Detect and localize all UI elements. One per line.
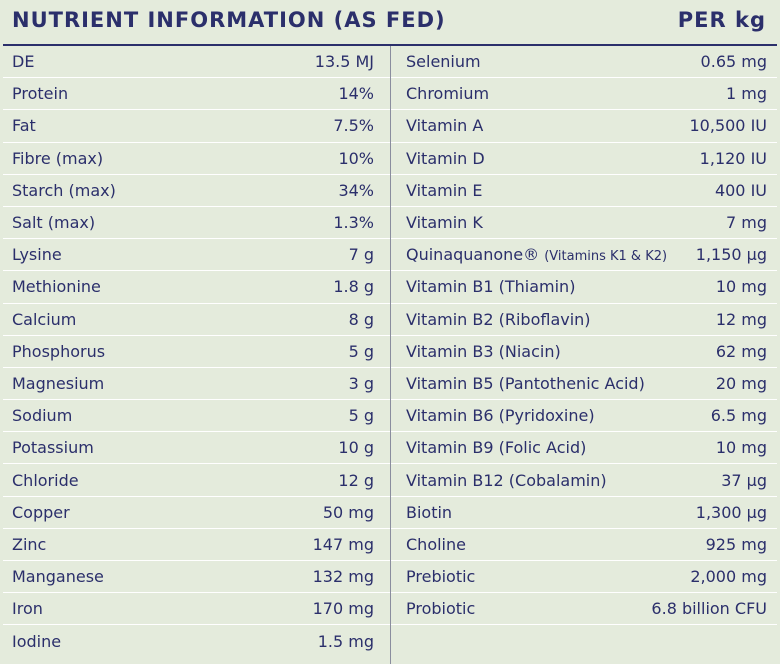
nutrient-value: 0.65 mg	[700, 52, 767, 72]
nutrient-row	[3, 336, 390, 368]
nutrient-value: 6.5 mg	[710, 406, 767, 426]
nutrient-value: 10 mg	[715, 438, 767, 458]
nutrient-value: 1 mg	[725, 84, 767, 104]
nutrient-name-text: Probiotic	[406, 599, 476, 619]
nutrient-value: 132 mg	[312, 567, 374, 587]
nutrient-row	[3, 304, 390, 336]
nutrient-name	[406, 471, 607, 490]
table-header	[0, 0, 780, 44]
nutrient-table	[3, 44, 777, 664]
nutrient-name-text: Vitamin A	[406, 116, 484, 136]
nutrient-name-text: Lysine	[12, 245, 62, 265]
nutrient-value: 13.5 MJ	[314, 52, 374, 72]
nutrient-value: 62 mg	[715, 341, 767, 361]
nutrient-row	[391, 239, 777, 271]
nutrient-name	[406, 342, 561, 361]
nutrient-name	[406, 535, 466, 554]
nutrient-value: 7 g	[348, 245, 374, 265]
nutrient-name-text: Magnesium	[12, 373, 105, 393]
nutrient-name-text: Vitamin B12 (Cobalamin)	[406, 470, 607, 490]
nutrient-row	[391, 143, 777, 175]
nutrient-name-text: Methionine	[12, 277, 101, 297]
nutrient-value: 12 g	[338, 470, 374, 490]
nutrient-name	[406, 181, 482, 200]
nutrient-value: 7 mg	[725, 213, 767, 233]
nutrient-name	[406, 503, 452, 522]
nutrient-row	[391, 304, 777, 336]
nutrient-name	[12, 599, 43, 618]
nutrient-row	[3, 432, 390, 464]
nutrient-name	[12, 471, 79, 490]
nutrient-row	[391, 336, 777, 368]
nutrient-value: 1.5 mg	[317, 631, 374, 651]
nutrient-name	[406, 277, 575, 296]
nutrient-value: 37 μg	[721, 470, 767, 490]
nutrient-name-text: Potassium	[12, 438, 94, 458]
nutrient-row	[3, 497, 390, 529]
nutrient-name-text: Vitamin B5 (Pantothenic Acid)	[406, 373, 645, 393]
nutrient-name-note: (Vitamins K1 & K2)	[544, 249, 668, 265]
nutrient-value: 1,150 μg	[695, 245, 767, 265]
left-column	[3, 46, 391, 664]
nutrient-value: 3 g	[348, 373, 374, 393]
nutrient-name-text: Selenium	[406, 52, 481, 72]
nutrient-name-text: Starch (max)	[12, 180, 116, 200]
nutrient-name	[12, 277, 101, 296]
nutrient-name-text: DE	[12, 52, 35, 72]
nutrient-value: 400 IU	[714, 180, 767, 200]
nutrient-name-text: Quinaquanone®	[406, 245, 540, 265]
nutrient-row	[3, 593, 390, 625]
nutrient-name	[12, 567, 104, 586]
nutrient-name	[406, 52, 481, 71]
nutrient-name	[12, 149, 103, 168]
nutrient-row	[3, 46, 390, 78]
nutrient-row	[391, 368, 777, 400]
nutrient-value: 5 g	[348, 406, 374, 426]
nutrient-name-text: Iodine	[12, 631, 62, 651]
right-column	[391, 46, 777, 664]
nutrient-row	[3, 625, 390, 657]
nutrient-row	[391, 432, 777, 464]
nutrient-name	[12, 84, 68, 103]
nutrient-name-text: Chromium	[406, 84, 490, 104]
nutrient-row	[391, 529, 777, 561]
nutrient-row	[391, 561, 777, 593]
nutrient-value: 10,500 IU	[689, 116, 767, 136]
nutrient-value: 2,000 mg	[690, 567, 767, 587]
nutrient-name	[12, 438, 94, 457]
nutrient-value: 10 mg	[715, 277, 767, 297]
nutrient-row	[391, 207, 777, 239]
nutrient-name	[406, 406, 595, 425]
nutrient-name-text: Protein	[12, 84, 69, 104]
nutrient-value: 1,300 μg	[695, 502, 767, 522]
nutrient-value: 14%	[338, 84, 374, 104]
nutrient-name	[406, 310, 591, 329]
nutrient-name	[406, 599, 475, 618]
nutrient-row	[3, 271, 390, 303]
nutrient-name	[406, 213, 483, 232]
nutrient-row	[391, 46, 777, 78]
nutrient-value: 10%	[338, 148, 374, 168]
nutrient-name-text: Zinc	[12, 534, 47, 554]
nutrient-value: 1,120 IU	[699, 148, 767, 168]
nutrient-name	[12, 535, 46, 554]
nutrient-value: 147 mg	[312, 534, 374, 554]
nutrient-name	[12, 181, 116, 200]
nutrient-row	[391, 78, 777, 110]
nutrient-value: 10 g	[338, 438, 374, 458]
nutrient-name-text: Vitamin B9 (Folic Acid)	[406, 438, 587, 458]
nutrient-name-text: Vitamin B2 (Riboflavin)	[406, 309, 591, 329]
nutrient-row	[391, 271, 777, 303]
nutrient-value: 170 mg	[312, 599, 374, 619]
nutrient-row	[3, 78, 390, 110]
nutrient-value: 34%	[338, 180, 374, 200]
nutrient-name-text: Fibre (max)	[12, 148, 104, 168]
nutrient-row	[3, 561, 390, 593]
nutrient-name	[406, 438, 586, 457]
nutrient-value: 7.5%	[333, 116, 374, 136]
nutrient-row	[391, 464, 777, 496]
nutrient-name-text: Vitamin E	[406, 180, 483, 200]
nutrient-row	[3, 368, 390, 400]
nutrient-row	[3, 175, 390, 207]
nutrient-value: 1.8 g	[333, 277, 374, 297]
nutrient-name-text: Salt (max)	[12, 213, 96, 233]
nutrient-row	[391, 175, 777, 207]
nutrient-name-text: Manganese	[12, 567, 104, 587]
nutrient-name-text: Vitamin B6 (Pyridoxine)	[406, 406, 595, 426]
nutrient-name	[12, 503, 70, 522]
nutrient-name	[12, 342, 105, 361]
nutrient-row	[3, 110, 390, 142]
nutrient-name	[12, 245, 62, 264]
nutrient-name	[406, 149, 485, 168]
nutrient-name	[406, 567, 475, 586]
nutrient-name-text: Sodium	[12, 406, 73, 426]
nutrient-value: 20 mg	[715, 373, 767, 393]
nutrient-name-text: Copper	[12, 502, 70, 522]
nutrient-value: 12 mg	[715, 309, 767, 329]
nutrient-name-text: Fat	[12, 116, 36, 136]
nutrient-row	[391, 625, 777, 657]
nutrient-name-text: Phosphorus	[12, 341, 106, 361]
nutrient-name	[12, 310, 76, 329]
nutrient-name	[12, 116, 36, 135]
table-title: NUTRIENT INFORMATION (AS FED)	[12, 8, 446, 32]
per-kg-label: PER kg	[677, 8, 766, 32]
nutrient-name	[12, 406, 72, 425]
nutrient-name	[12, 213, 95, 232]
nutrient-name	[406, 84, 489, 103]
nutrient-name-text: Calcium	[12, 309, 77, 329]
nutrient-row	[3, 239, 390, 271]
nutrient-name	[12, 374, 104, 393]
nutrient-name-text: Vitamin B3 (Niacin)	[406, 341, 561, 361]
nutrient-value: 925 mg	[705, 534, 767, 554]
nutrient-row	[391, 497, 777, 529]
nutrient-name-text: Vitamin K	[406, 213, 483, 233]
nutrient-name-text: Chloride	[12, 470, 79, 490]
nutrient-name-text: Choline	[406, 534, 466, 554]
nutrient-row	[3, 529, 390, 561]
nutrient-row	[3, 464, 390, 496]
nutrient-row	[3, 143, 390, 175]
nutrient-name	[406, 245, 667, 264]
nutrient-row	[391, 400, 777, 432]
nutrient-value: 1.3%	[333, 213, 374, 233]
nutrient-value: 8 g	[348, 309, 374, 329]
nutrient-name-text: Biotin	[406, 502, 453, 522]
nutrient-row	[391, 593, 777, 625]
nutrient-name-text: Vitamin B1 (Thiamin)	[406, 277, 576, 297]
nutrient-name	[12, 632, 61, 651]
nutrient-name-text: Iron	[12, 599, 43, 619]
nutrient-name-text: Prebiotic	[406, 567, 476, 587]
nutrient-name	[406, 374, 645, 393]
nutrient-row	[391, 110, 777, 142]
nutrient-name	[12, 52, 34, 71]
nutrient-value: 6.8 billion CFU	[651, 599, 767, 619]
nutrient-value: 50 mg	[322, 502, 374, 522]
nutrient-name	[406, 116, 483, 135]
nutrient-row	[3, 400, 390, 432]
nutrient-value: 5 g	[348, 341, 374, 361]
nutrient-row	[3, 207, 390, 239]
nutrient-name-text: Vitamin D	[406, 148, 485, 168]
